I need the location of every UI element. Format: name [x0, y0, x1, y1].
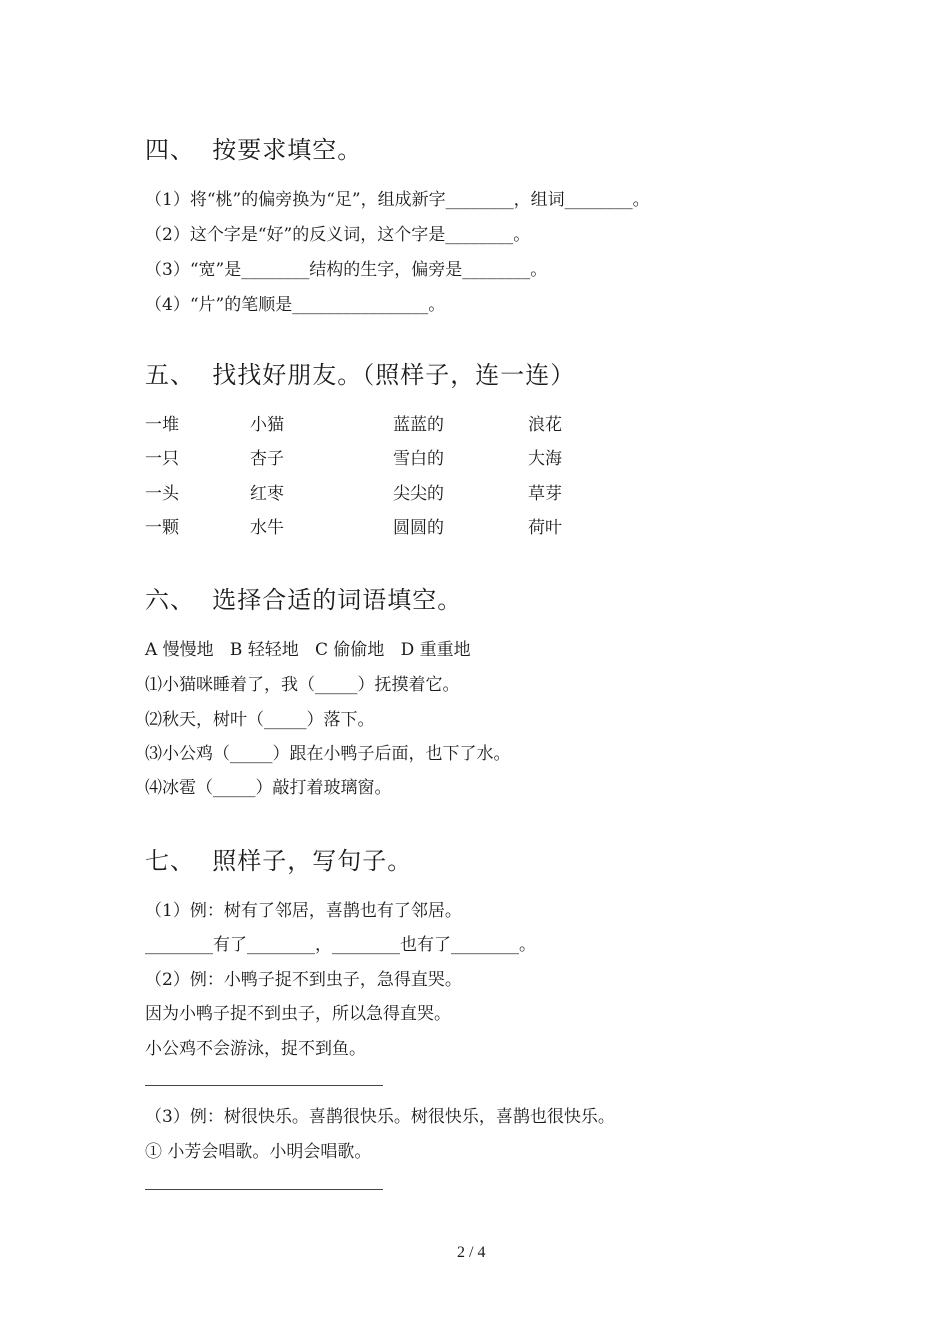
match-col2-item: 水牛 — [250, 518, 284, 538]
section-7-heading: 七、 照样子，写句子。 — [145, 847, 413, 875]
match-col1-item: 一颗 — [145, 518, 179, 538]
match-col2-item: 杏子 — [250, 449, 284, 469]
answer-line — [145, 1189, 383, 1190]
section-5-heading: 五、 找找好朋友。（照样子，连一连） — [145, 361, 576, 389]
match-col3-item: 蓝蓝的 — [393, 415, 444, 435]
section-4-line-1: （1）将“桃”的偏旁换为“足”，组成新字________，组词________。 — [145, 190, 650, 210]
match-col3-item: 雪白的 — [393, 449, 444, 469]
section-4-heading: 四、 按要求填空。 — [145, 136, 363, 164]
section-4-line-2: （2）这个字是“好”的反义词，这个字是________。 — [145, 225, 531, 245]
section-7-line-1: （1）例：树有了邻居，喜鹊也有了邻居。 — [145, 901, 462, 921]
match-col2-item: 红枣 — [250, 484, 284, 504]
match-col4-item: 大海 — [528, 449, 562, 469]
section-7-line-7: ① 小芳会唱歌。小明会唱歌。 — [145, 1142, 372, 1162]
match-col4-item: 草芽 — [528, 484, 562, 504]
section-7-line-3: （2）例：小鸭子捉不到虫子，急得直哭。 — [145, 970, 462, 990]
match-col1-item: 一只 — [145, 449, 179, 469]
match-col3-item: 尖尖的 — [393, 484, 444, 504]
match-col1-item: 一头 — [145, 484, 179, 504]
section-6-line-2: ⑵秋天，树叶（_____）落下。 — [145, 710, 375, 730]
section-7-line-5: 小公鸡不会游泳，捉不到鱼。 — [145, 1039, 366, 1059]
section-6-line-3: ⑶小公鸡（_____）跟在小鸭子后面，也下了水。 — [145, 744, 511, 764]
section-6-line-4: ⑷冰雹（_____）敲打着玻璃窗。 — [145, 778, 392, 798]
section-7-line-4: 因为小鸭子捉不到虫子，所以急得直哭。 — [145, 1004, 451, 1024]
match-col4-item: 浪花 — [528, 415, 562, 435]
section-4-line-3: （3）“宽”是________结构的生字，偏旁是________。 — [145, 260, 548, 280]
match-col1-item: 一堆 — [145, 415, 179, 435]
section-7-line-6: （3）例：树很快乐。喜鹊很快乐。树很快乐，喜鹊也很快乐。 — [145, 1107, 615, 1127]
section-7-line-2: ________有了________，________也有了________。 — [145, 935, 536, 955]
section-4-line-4: （4）“片”的笔顺是________________。 — [145, 295, 446, 315]
section-6-line-1: ⑴小猫咪睡着了，我（_____）抚摸着它。 — [145, 675, 460, 695]
page-number: 2 / 4 — [457, 1244, 486, 1261]
section-6-heading: 六、 选择合适的词语填空。 — [145, 586, 463, 614]
match-col4-item: 荷叶 — [528, 518, 562, 538]
match-col3-item: 圆圆的 — [393, 518, 444, 538]
match-col2-item: 小猫 — [250, 415, 284, 435]
answer-line — [145, 1085, 383, 1086]
word-options: A 慢慢地 B 轻轻地 C 偷偷地 D 重重地 — [145, 640, 471, 660]
